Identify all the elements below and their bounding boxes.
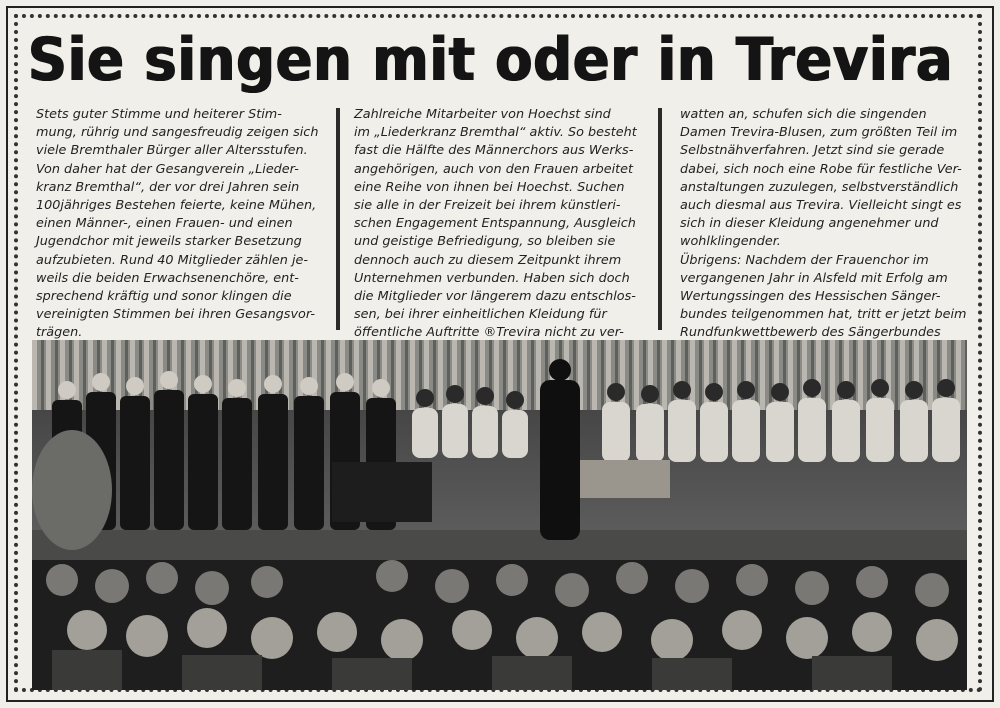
column-line: eine Reihe von ihnen bei Hoechst. Suchen bbox=[354, 179, 625, 195]
audience bbox=[32, 560, 967, 690]
column-line: anstaltungen zuzulegen, selbstverständlich bbox=[680, 179, 959, 195]
column-line: sie alle in der Freizeit bei ihrem künstleri- bbox=[354, 198, 621, 214]
column-line: mung, rührig und sangesfreudig zeigen sich bbox=[36, 125, 319, 141]
headline: Sie singen mit oder in Trevira bbox=[28, 25, 954, 95]
column-line: Zahlreiche Mitarbeiter von Hoechst sind bbox=[354, 107, 611, 122]
column-line: Rundfunkwettbewerb des Sängerbundes bbox=[680, 325, 941, 341]
column-line: Von daher hat der Gesangverein „Lieder- bbox=[36, 161, 299, 177]
column-line: und geistige Befriedigung, so bleiben sie bbox=[354, 234, 616, 250]
column-line: Jugendchor mit jeweils starker Besetzung bbox=[36, 234, 302, 250]
column-line: sprechend kräftig und sonor klingen die bbox=[36, 289, 292, 305]
column-line: aufzubieten. Rund 40 Mitglieder zählen je- bbox=[36, 252, 308, 268]
column-line: im „Liederkranz Bremthal“ aktiv. So besteht bbox=[354, 125, 637, 141]
article-column-1 bbox=[36, 106, 320, 341]
column-line: dennoch auch zu diesem Zeitpunkt ihrem bbox=[354, 252, 622, 268]
stage-floor bbox=[32, 530, 967, 560]
column-line: sich in dieser Kleidung angenehmer und bbox=[680, 216, 939, 232]
column-line: die Mitglieder vor längerem dazu entschlos- bbox=[354, 289, 636, 305]
column-line: weils die beiden Erwachsenenchöre, ent- bbox=[36, 270, 299, 286]
column-line: vergangenen Jahr in Alsfeld mit Erfolg am bbox=[680, 270, 948, 286]
column-line: fast die Hälfte des Männerchors aus Werks- bbox=[354, 143, 634, 159]
column-line: 100jähriges Bestehen feierte, keine Mühen, bbox=[36, 198, 317, 214]
column-line: Übrigens: Nachdem der Frauenchor im bbox=[680, 252, 929, 268]
article-column-2 bbox=[354, 106, 644, 341]
womens-choir bbox=[412, 398, 960, 462]
marimba bbox=[580, 460, 670, 498]
choir-concert-photo bbox=[32, 340, 967, 690]
column-line: Selbstnähverfahren. Jetzt sind sie gerade bbox=[680, 143, 945, 159]
flower-arrangement bbox=[32, 430, 112, 550]
column-line: einen Männer-, einen Frauen- und einen bbox=[36, 216, 293, 232]
article-column-3 bbox=[680, 106, 970, 341]
column-line: dabei, sich noch eine Robe für festliche Ver- bbox=[680, 161, 962, 177]
column-divider bbox=[336, 108, 340, 330]
column-line: Damen Trevira-Blusen, zum größten Teil im bbox=[680, 125, 958, 141]
column-line: viele Bremthaler Bürger aller Altersstufen. bbox=[36, 143, 308, 159]
column-line: vereinigten Stimmen bei ihren Gesangsvor- bbox=[36, 307, 316, 323]
column-line: angehörigen, auch von den Frauen arbeitet bbox=[354, 161, 634, 177]
column-line: öffentliche Auftritte ®Trevira nicht zu ver- bbox=[354, 325, 624, 341]
column-line: auch diesmal aus Trevira. Vielleicht singt es bbox=[680, 198, 962, 214]
column-line: Stets guter Stimme und heiterer Stim- bbox=[36, 107, 282, 122]
column-line: kranz Bremthal“, der vor drei Jahren sein bbox=[36, 179, 300, 195]
column-line: schen Engagement Entspannung, Ausgleich bbox=[354, 216, 636, 232]
column-line: trägen. bbox=[36, 325, 83, 341]
column-line: watten an, schufen sich die singenden bbox=[680, 107, 927, 122]
column-line: Unternehmen verbunden. Haben sich doch bbox=[354, 270, 630, 286]
column-divider bbox=[658, 108, 662, 330]
column-line: bundes teilgenommen hat, tritt er jetzt beim bbox=[680, 307, 967, 323]
column-line: sen, bei ihrer einheitlichen Kleidung für bbox=[354, 307, 607, 323]
conductor bbox=[540, 359, 580, 540]
photo-illustration bbox=[32, 340, 967, 690]
piano bbox=[332, 462, 432, 522]
column-line: Wertungssingen des Hessischen Sänger- bbox=[680, 289, 941, 305]
column-line: wohlklingender. bbox=[680, 234, 781, 250]
